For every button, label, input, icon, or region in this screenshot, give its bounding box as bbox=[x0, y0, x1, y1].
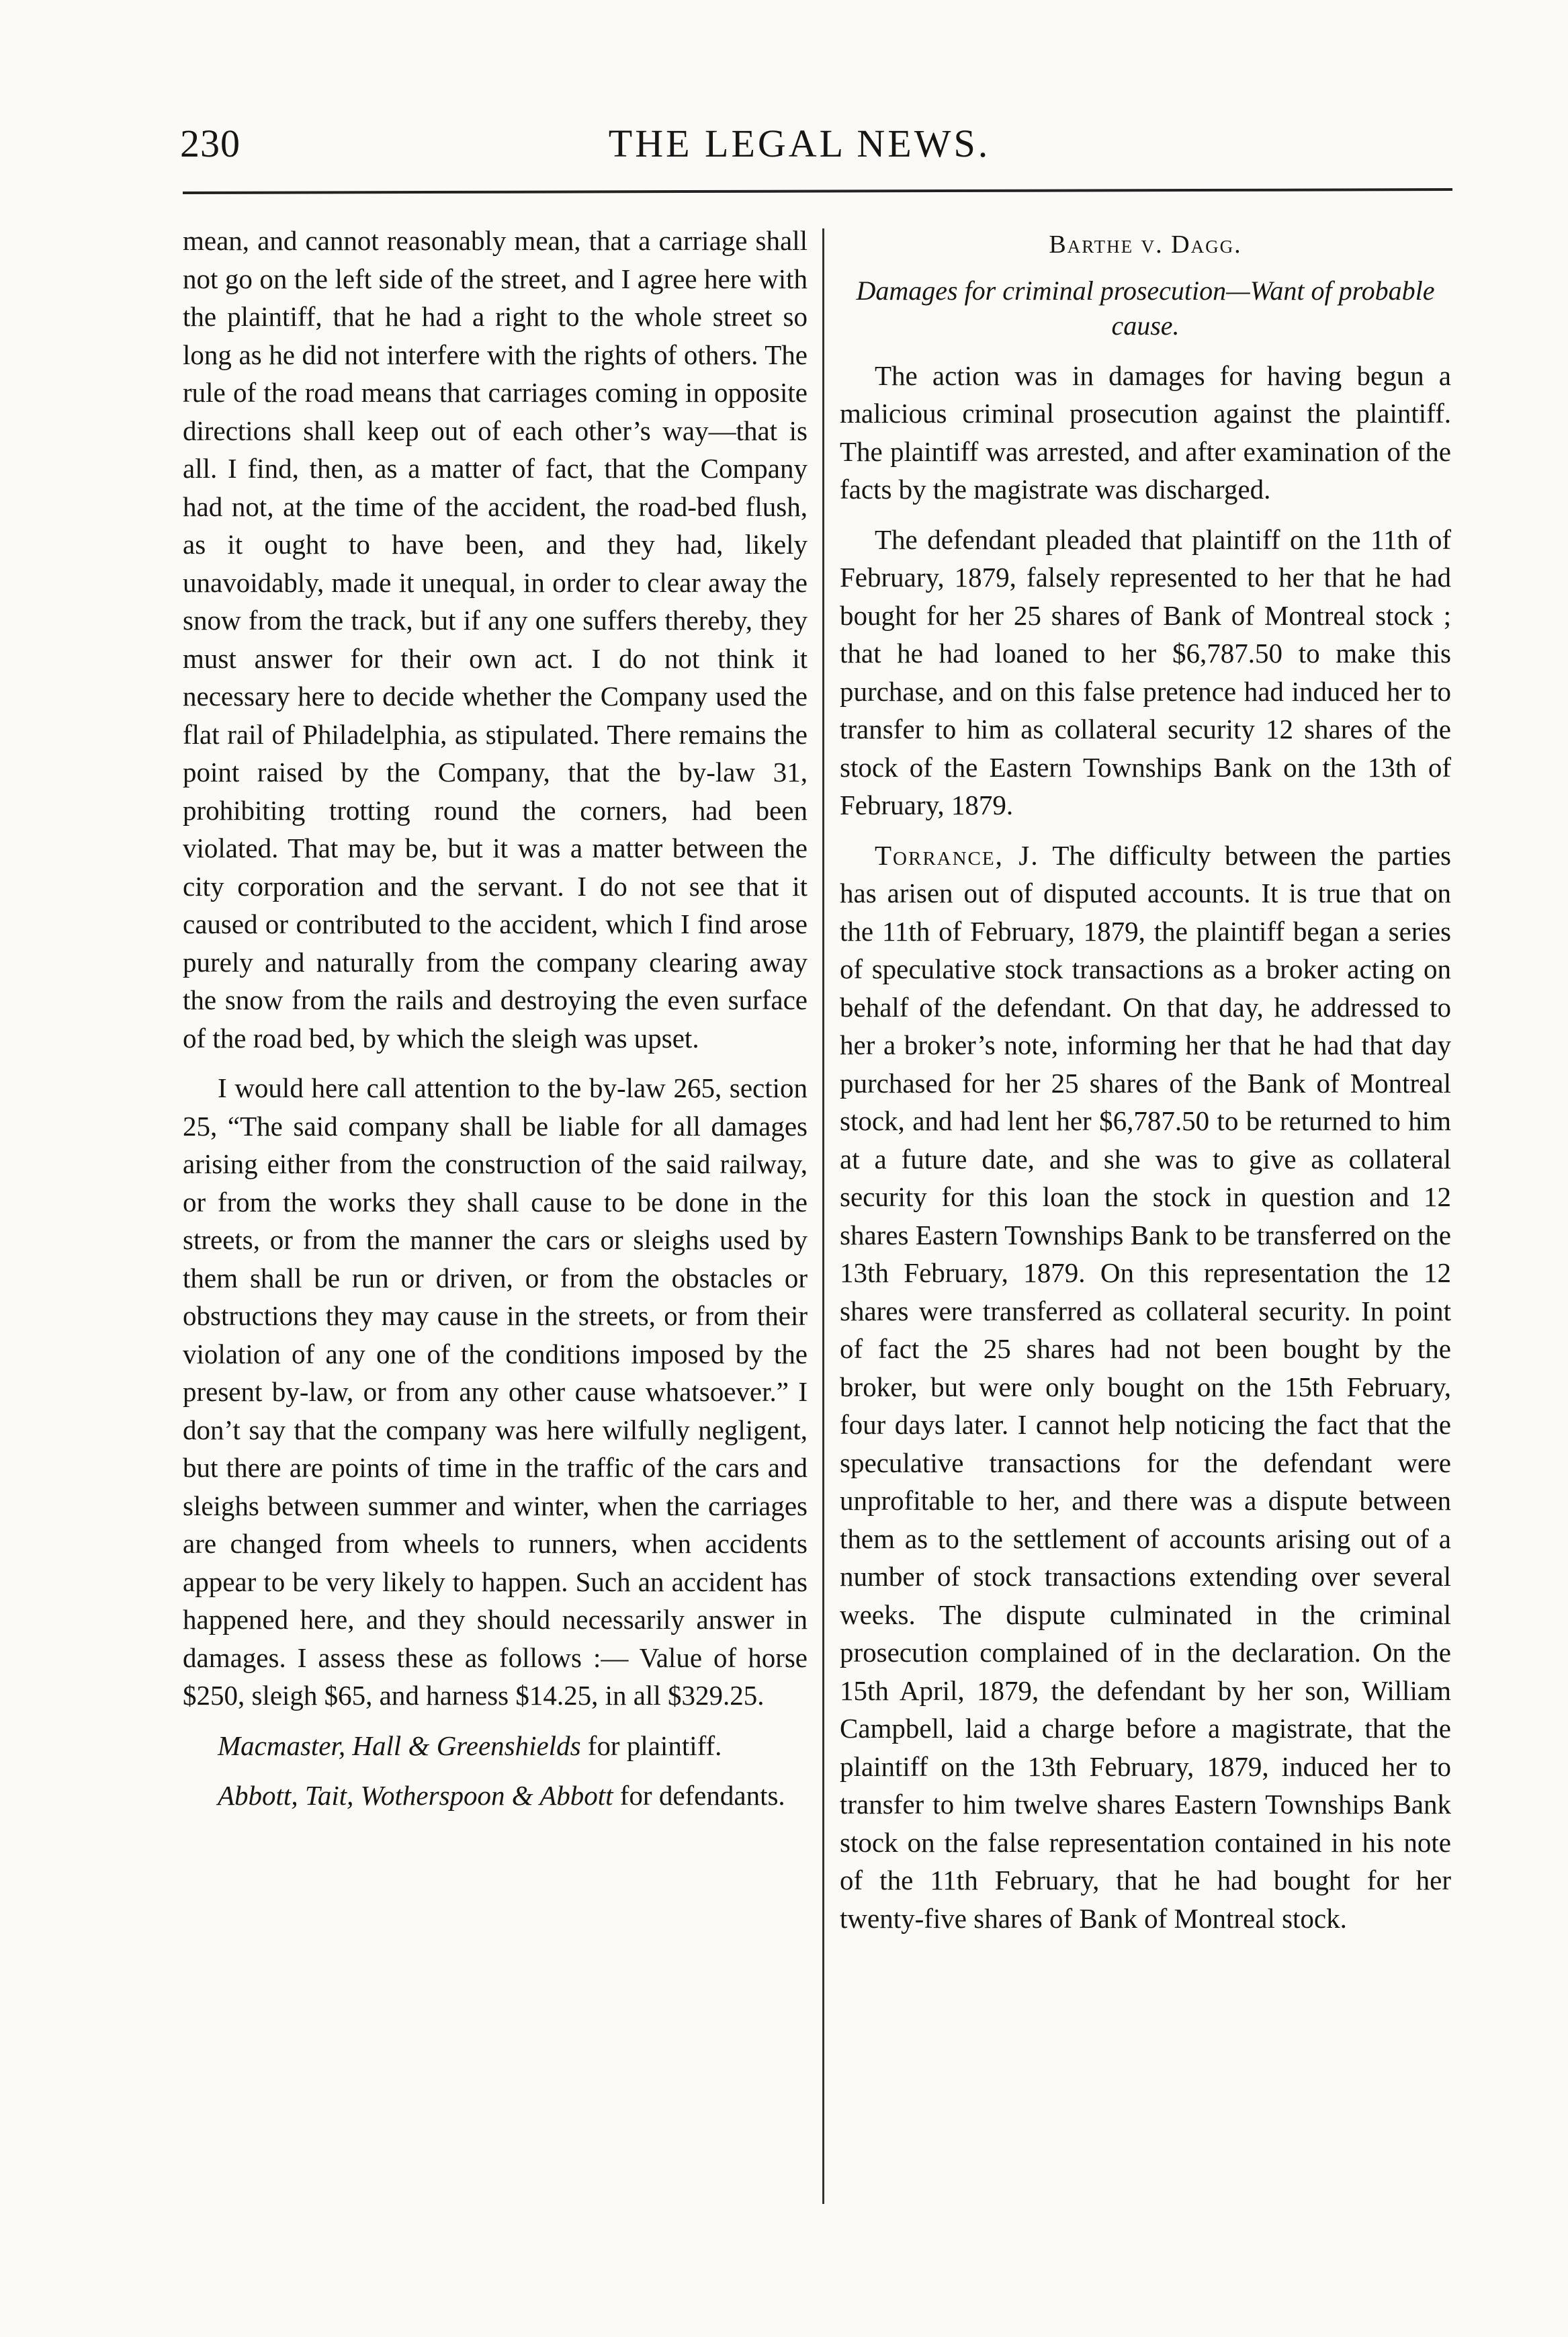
case-headnote: Damages for criminal prosecution—Want of probable cause. bbox=[856, 275, 1435, 341]
page-number: 230 bbox=[180, 122, 241, 165]
counsel-defendant-role: for defendants. bbox=[613, 1780, 785, 1811]
counsel-defendant-firm: Abbott, Tait, Wotherspoon & Abbott bbox=[218, 1780, 613, 1811]
right-column bbox=[840, 222, 1451, 1937]
left-paragraph-2: I would here call attention to the by-law 265, section 25, “The said company shall be liable for all damages arising either from the construction of the said railway, or from the works they shall cause to be done in the streets, or from the manner the cars or sleighs used by them shall be run or driven, or from the obstacles or obstructions they may cause in the streets, or from their violation of any one of the conditions imposed by the present by-law, or from any other cause whatsoever.” I don’t say that the company was here wilfully negligent, but there are points of time in the traffic of the cars and sleighs between summer and winter, when the carriages are changed from wheels to runners, when accidents appear to be very likely to happen. Such an accident has happened here, and they should necessarily answer in damages. I assess these as follows :— Value of horse $250, sleigh $65, and harness $14.25, in all $329.25. bbox=[183, 1072, 808, 1711]
case-title: Barthe v. Dagg. bbox=[1049, 230, 1242, 259]
counsel-plaintiff-firm: Macmaster, Hall & Greenshields bbox=[218, 1730, 581, 1761]
running-head-title: THE LEGAL NEWS. bbox=[608, 122, 991, 165]
header-rule bbox=[183, 188, 1452, 194]
right-paragraph-2: The defendant pleaded that plaintiff on the 11th of February, 1879, falsely represented to her that he had bought for her 25 shares of Bank of Montreal stock ; that he had loaned to her $6,787.50 to make this purchase, and on this false pretence had induced her to transfer to him as collateral security 12 shares of the stock of the Eastern Townships Bank on the 13th of February, 1879. bbox=[840, 523, 1451, 820]
counsel-plaintiff bbox=[183, 1727, 808, 1765]
counsel-plaintiff-role: for plaintiff. bbox=[580, 1730, 722, 1761]
counsel-defendant bbox=[183, 1777, 808, 1815]
judge-name: Torrance, J. bbox=[875, 839, 1039, 871]
judgment-text: The difficulty between the parties has arisen out of disputed accounts. It is true that on the 11th of February, 1879, the plaintiff began a series of speculative stock transactions as a broker acting on behalf of the defendant. On that day, he addressed to her a broker’s note, informing her that he had that day purchased for her 25 shares of the Bank of Montreal stock, and had lent her $6,787.50 to be returned to him at a future date, and she was to give as collateral security for this loan the stock in question and 12 shares Eastern Townships Bank to be transferred on the 13th February, 1879. On this representation the 12 shares were transferred as collateral security. In point of fact the 25 shares had not been bought by the broker, but were only bought on the 15th February, four days later. I cannot help noticing the fact that the speculative transactions for the defendant were unprofitable to her, and there was a dispute between them as to the settlement of accounts arising out of a number of stock transactions extending over several weeks. The dispute culminated in the criminal prosecution complained of in the declaration. On the 15th April, 1879, the defendant by her son, William Campbell, laid a charge before a magistrate, that the plaintiff on the 13th February, 1879, induced her to transfer to him twelve shares Eastern Townships Bank stock on the false representation contained in his note of the 11th February, that he had bought for her twenty-five shares of Bank of Montreal stock. bbox=[840, 839, 1451, 1934]
left-paragraph-1: mean, and cannot reasonably mean, that a carriage shall not go on the left side of the street, and I agree here with the plaintiff, that he had a right to the whole street so long as he did not interfere with the rights of others. The rule of the road means that carriages coming in opposite directions shall keep out of each other’s way—that is all. I find, then, as a matter of fact, that the Company had not, at the time of the accident, the road-bed flush, as it ought to have been, and they had, likely unavoidably, made it unequal, in order to clear away the snow from the track, but if any one suffers thereby, they must answer for their own act. I do not think it necessary here to decide whether the Company used the flat rail of Philadelphia, as stipulated. There remains the point raised by the Company, that the by-law 31, prohibiting trotting round the corners, had been violated. That may be, but it was a matter between the city corporation and the servant. I do not see that it caused or contributed to the accident, which I find arose purely and naturally from the company clearing away the snow from the rails and destroying the even surface of the road bed, by which the sleigh was upset. bbox=[183, 225, 808, 1054]
right-paragraph-3 bbox=[840, 837, 1451, 1938]
right-paragraph-1: The action was in damages for having begun a malicious criminal prosecution against the plaintiff. The plaintiff was arrested, and after examination of the facts by the magistrate was discharged. bbox=[840, 359, 1451, 505]
column-divider bbox=[822, 228, 824, 2204]
counsel-list bbox=[183, 1727, 808, 1815]
left-column bbox=[183, 222, 808, 1815]
